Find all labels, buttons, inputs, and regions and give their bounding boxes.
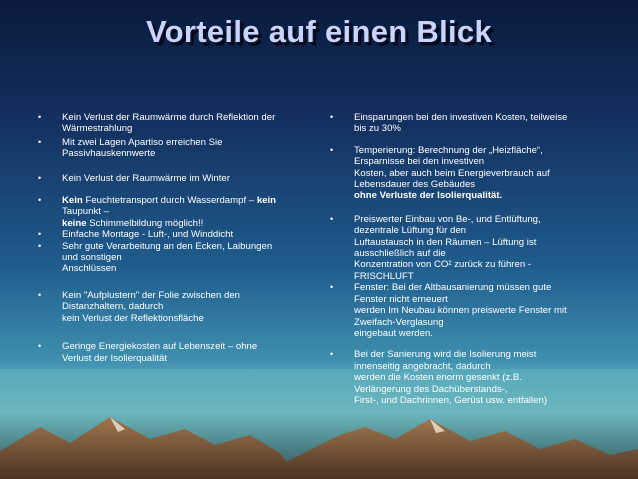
bullet-icon: • — [38, 136, 42, 147]
list-item: • Einfache Montage - Luft-, und Winddicht — [38, 229, 234, 241]
left-column — [38, 112, 308, 364]
list-item: • Bei der Sanierung wird die Isolierung meist innenseitig angebracht, dadurch werden die Kosten enorm gesenkt (z.B. Verlängerung des Dachüberstands-, First-, und Dachrinnen, Gerüst usw. entfallen) — [330, 349, 548, 406]
list-item: • Geringe Energiekosten auf Lebenszeit – ohne Verlust der Isolierqualität — [38, 341, 258, 364]
bullet-icon: • — [330, 144, 334, 155]
bullet-icon: • — [38, 229, 42, 240]
list-item: • Kein Verlust der Raumwärme im Winter — [38, 172, 230, 184]
list-item: • Einsparungen bei den investiven Kosten, teilweise bis zu 30% — [330, 112, 568, 135]
bullet-icon: • — [38, 240, 42, 251]
bullet-icon: • — [330, 213, 334, 224]
bullet-icon: • — [38, 112, 42, 122]
bullet-icon: • — [38, 341, 42, 352]
list-item: • Fenster: Bei der Altbausanierung müssen gute Fenster nicht erneuert werden Im Neubau können preiswerte Fenster mit Zweifach-Verglasung eingebaut werden. — [330, 282, 567, 339]
bullet-icon: • — [330, 112, 334, 122]
slide-title: Vorteile auf einen Blick — [145, 14, 492, 49]
bullet-icon: • — [330, 349, 334, 360]
list-item: • Kein Feuchtetransport durch Wasserdampf – kein Taupunkt – keine Schimmelbildung möglich!! — [38, 195, 277, 229]
bullet-icon: • — [38, 289, 42, 300]
list-item: • Sehr gute Verarbeitung an den Ecken, Laibungen und sonstigen Anschlüssen — [38, 240, 273, 275]
list-item: • Mit zwei Lagen Apartiso erreichen Sie Passivhauskennwerte — [38, 136, 223, 160]
bullet-icon: • — [38, 172, 42, 183]
right-column — [330, 112, 610, 406]
list-item: • Temperierung: Berechnung der „Heizfläche“, Ersparnisse bei den investiven Kosten, aber auch beim Energieverbrauch auf Lebensdauer des Gebäudes ohne Verluste der Isolierqualität. — [330, 144, 550, 202]
list-item: • Kein Verlust der Raumwärme durch Reflektion der Wärmestrahlung — [38, 112, 276, 135]
bullet-icon: • — [330, 282, 334, 293]
bullet-icon: • — [38, 195, 42, 206]
list-item: • Preiswerter Einbau von Be-, und Entlüftung, dezentrale Lüftung für den Luftaustausch in den Räumen – Lüftung ist ausschließlich auf die Konzentration von CO² zurück zu führen - FRISCHLUFT — [330, 213, 541, 282]
list-item: • Kein "Aufplustern" der Folie zwischen den Distanzhaltern, dadurch kein Verlust der Reflektionsfläche — [38, 289, 240, 324]
